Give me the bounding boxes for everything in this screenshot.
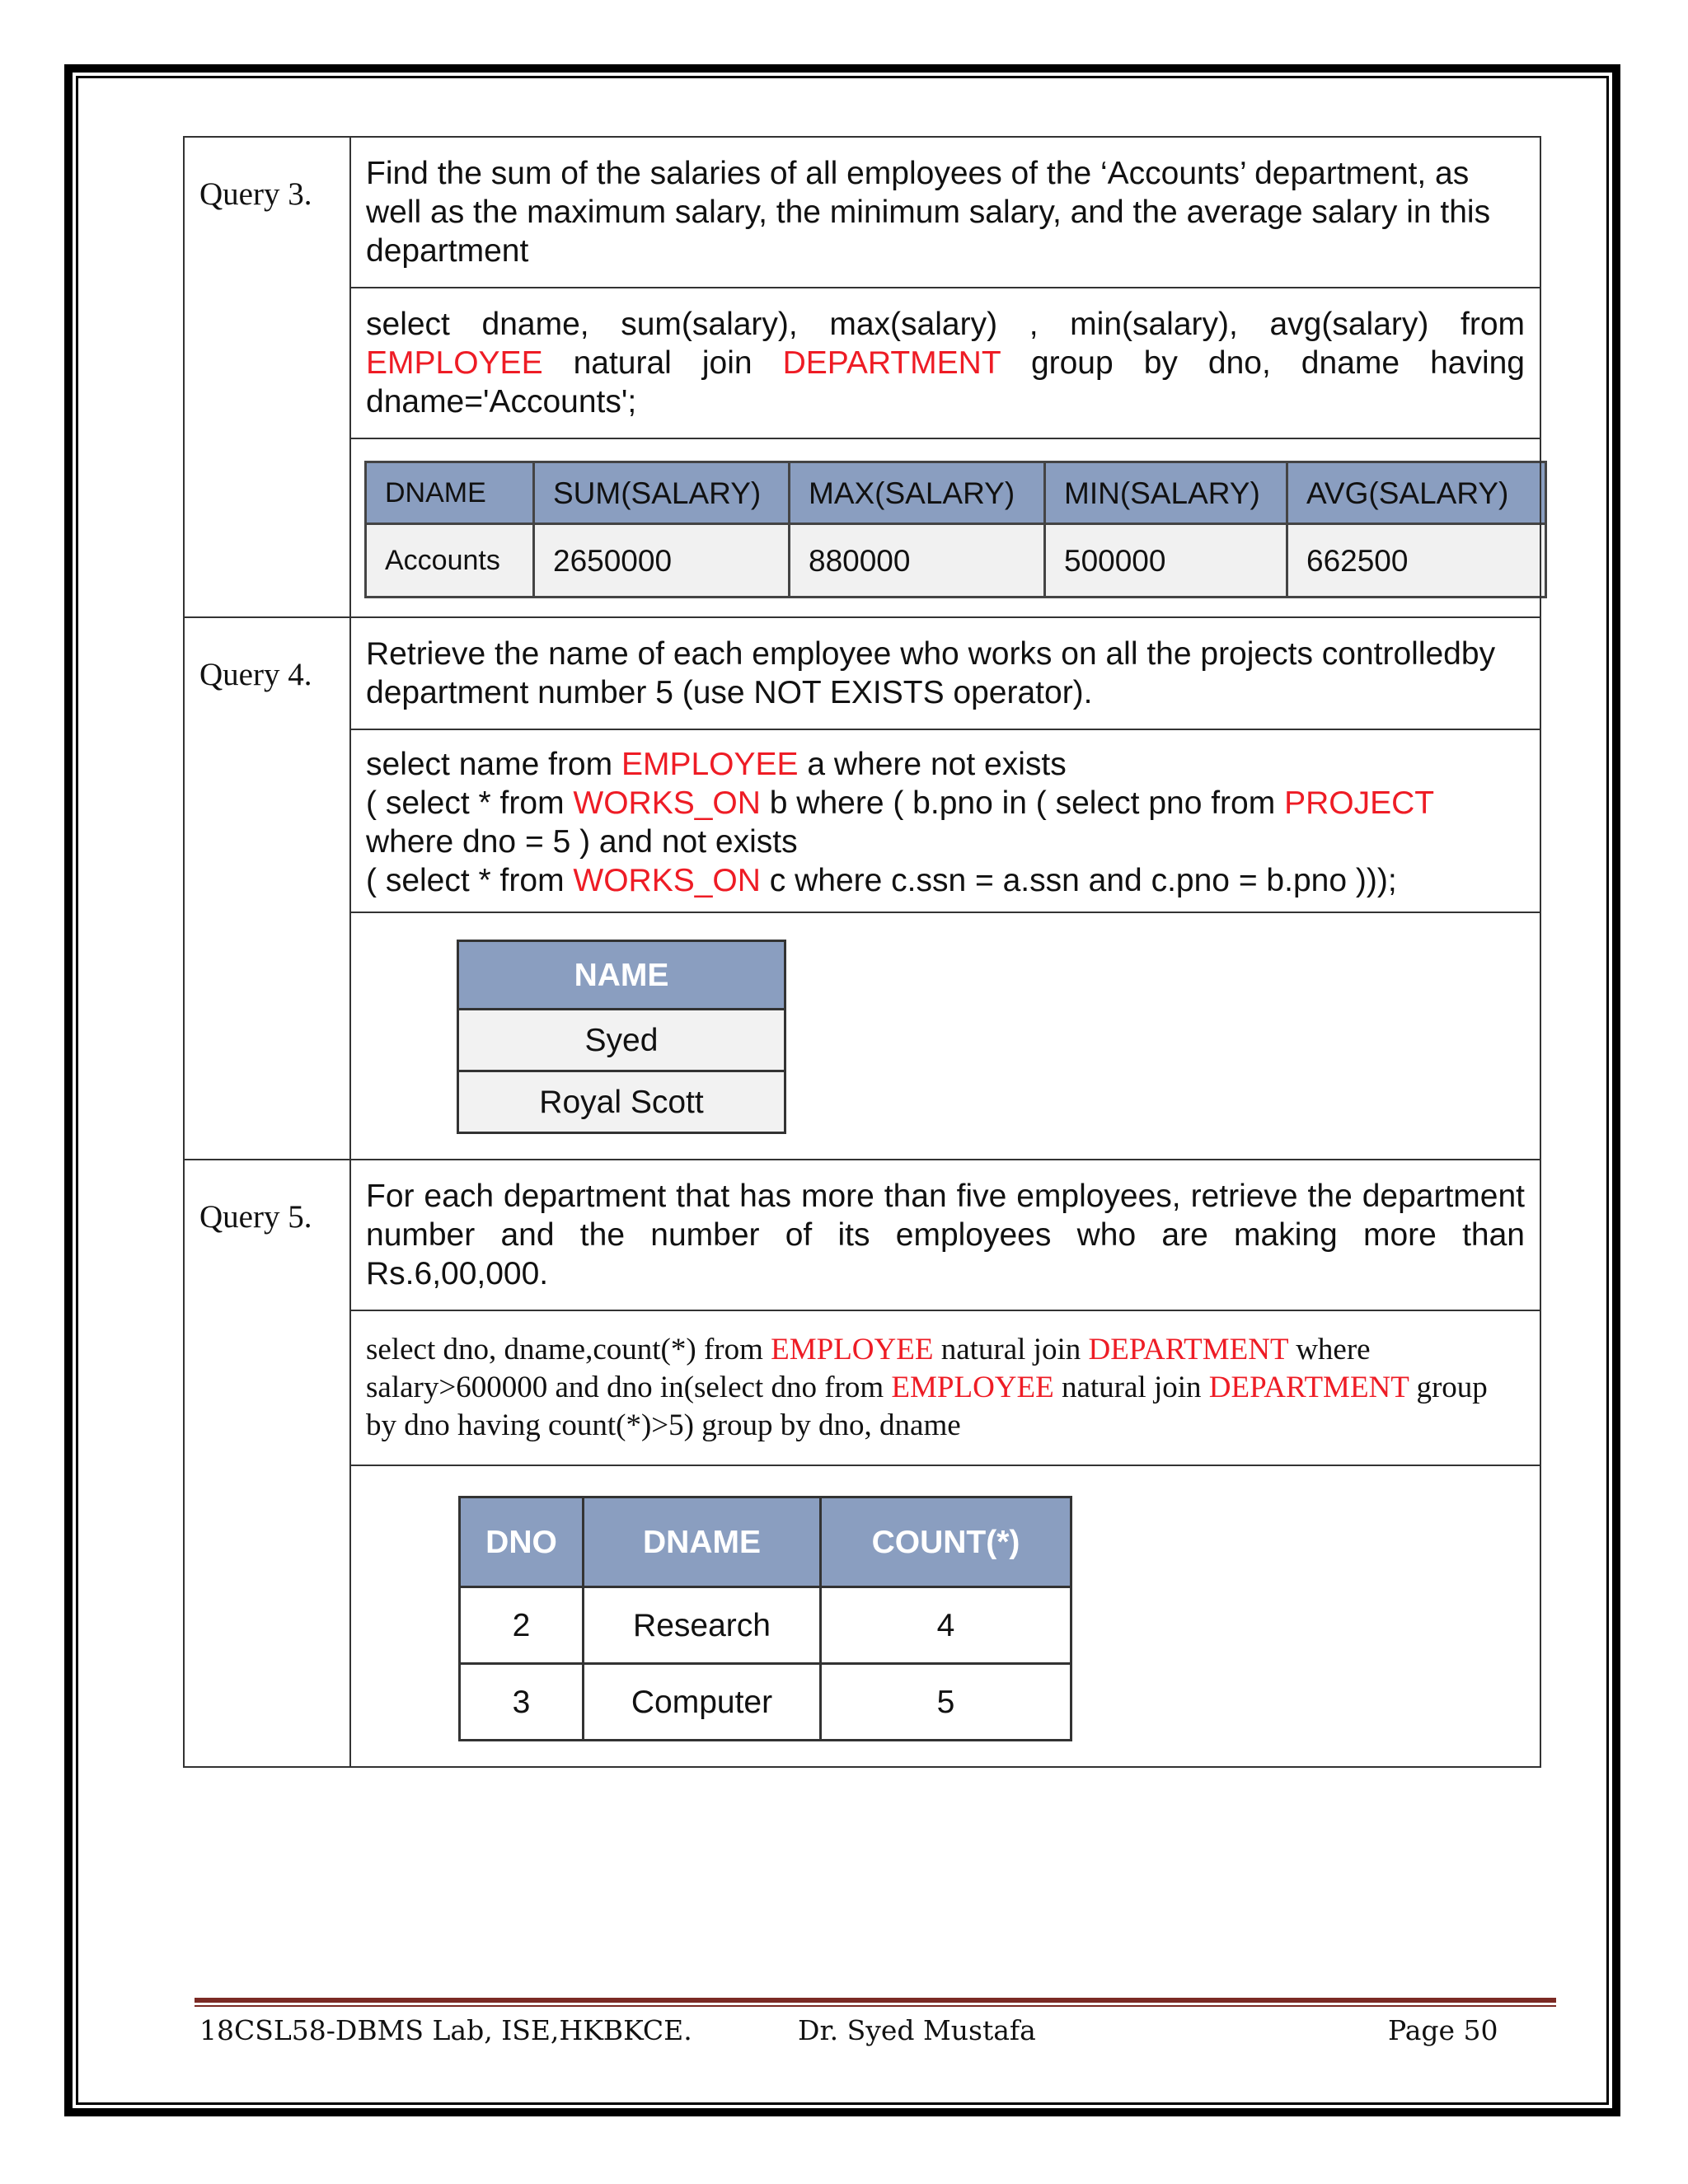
footer-author: Dr. Syed Mustafa [798,2014,1036,2046]
result-cell: 5 [821,1664,1071,1741]
sql-text: b where ( b.pno in ( select pno from [760,785,1285,821]
sql-text: c where c.ssn = a.ssn and c.pno = b.pno ))); [760,863,1397,898]
sql-table-name: EMPLOYEE [366,345,543,381]
sql-text: select dname, sum(salary), max(salary) , min(salary), avg(salary) from [366,307,1525,342]
sql-text: natural join [933,1333,1089,1366]
sql-table-name: EMPLOYEE [621,747,799,782]
sql-text: ( select * from [366,863,574,898]
result-cell: Syed [458,1010,785,1071]
query-4-result-cell [350,912,1540,1160]
footer-rule [195,1998,1556,2003]
sql-text: ( select * from [366,785,574,821]
result-cell: 4 [821,1587,1071,1664]
sql-table-name: PROJECT [1284,785,1435,821]
query-5-result-cell [350,1465,1540,1767]
result-header-cell: AVG(SALARY) [1287,462,1546,524]
sql-text: natural join [1053,1371,1209,1404]
sql-text: select name from [366,747,621,782]
query-3-label: Query 3. [184,137,350,617]
result-header-cell: DNO [460,1497,584,1587]
sql-line: where dno = 5 ) and not exists [366,824,798,860]
result-header-cell: MAX(SALARY) [790,462,1045,524]
query-3-description-row [184,137,1540,288]
result-row [458,1071,785,1133]
result-cell: 2 [460,1587,584,1664]
query-5-sql-row [184,1310,1540,1465]
query-3-result-cell [350,438,1540,617]
sql-text: select dno, dname,count(*) from [366,1333,771,1366]
query-4-sql-row [184,729,1540,912]
query-5-result-row [184,1465,1540,1767]
result-header-cell: MIN(SALARY) [1045,462,1287,524]
result-header-cell: NAME [458,941,785,1010]
result-header-row [458,941,785,1010]
footer-course: 18CSL58-DBMS Lab, ISE,HKBKCE. [199,2014,692,2046]
sql-table-name: DEPARTMENT [782,345,1001,381]
sql-table-name: WORKS_ON [573,863,761,898]
sql-table-name: WORKS_ON [573,785,761,821]
query-4-result-table [457,940,786,1134]
result-row [460,1664,1071,1741]
query-4-label: Query 4. [184,617,350,1160]
result-header-row [366,462,1546,524]
result-header-cell: SUM(SALARY) [534,462,790,524]
query-3-sql-row [184,288,1540,438]
result-cell: Computer [584,1664,821,1741]
sql-table-name: EMPLOYEE [891,1371,1054,1404]
queries-table [183,136,1541,1768]
sql-text: group by dno having count(*)>5) group by dno, dname [366,1371,1488,1442]
query-5-sql [350,1310,1540,1465]
result-row [458,1010,785,1071]
result-cell: 2650000 [534,524,790,598]
result-row [366,524,1546,598]
result-cell: 880000 [790,524,1045,598]
result-cell: Research [584,1587,821,1664]
sql-line [366,784,1525,823]
result-header-cell: DNAME [584,1497,821,1587]
sql-table-name: DEPARTMENT [1208,1371,1409,1404]
result-header-cell: COUNT(*) [821,1497,1071,1587]
result-cell: Royal Scott [458,1071,785,1133]
footer-rule-thin [195,2005,1556,2007]
query-3-sql [350,288,1540,438]
query-4-result-row [184,912,1540,1160]
footer-page-number: Page 50 [1388,2014,1498,2046]
query-4-sql [350,729,1540,912]
sql-text: group by dno, dname having dname='Accounts'; [366,345,1525,419]
query-3-result-row [184,438,1540,617]
result-cell: Accounts [366,524,534,598]
sql-text: natural join [542,345,783,381]
query-5-label: Query 5. [184,1160,350,1767]
sql-line [366,745,1525,784]
query-3-description: Find the sum of the salaries of all employees of the ‘Accounts’ department, as well as the maximum salary, the minimum salary, and the average salary in this department [350,137,1540,288]
query-4-description-row [184,617,1540,729]
result-cell: 3 [460,1664,584,1741]
query-3-result-table [364,461,1547,598]
result-header-cell: DNAME [366,462,534,524]
query-5-description: For each department that has more than five employees, retrieve the department number and the number of its employees who are making more than Rs.6,00,000. [350,1160,1540,1310]
sql-line [366,861,1525,900]
query-5-result-table [458,1496,1072,1741]
sql-text: a where not exists [798,747,1067,782]
sql-table-name: DEPARTMENT [1088,1333,1288,1366]
query-5-description-row [184,1160,1540,1310]
query-4-description: Retrieve the name of each employee who works on all the projects controlledby department number 5 (use NOT EXISTS operator). [350,617,1540,729]
sql-table-name: EMPLOYEE [771,1333,934,1366]
sql-text: where salary>600000 and dno in(select dno from [366,1333,1371,1404]
result-cell: 662500 [1287,524,1546,598]
result-cell: 500000 [1045,524,1287,598]
result-header-row [460,1497,1071,1587]
result-row [460,1587,1071,1664]
